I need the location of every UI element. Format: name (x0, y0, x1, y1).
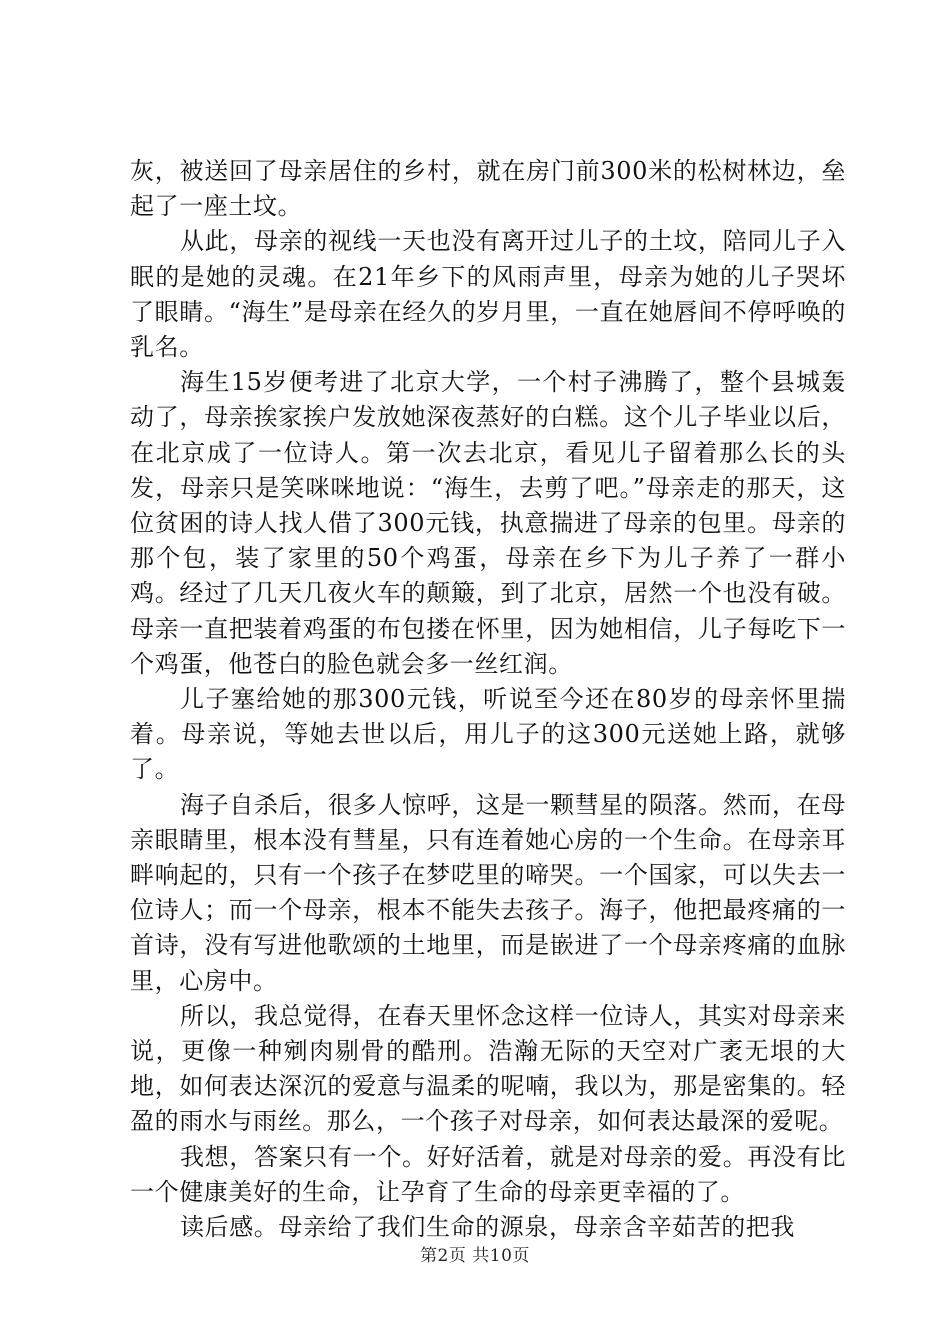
paragraph-6: 所以，我总觉得，在春天里怀念这样一位诗人，其实对母亲来说，更像一种剜肉剔骨的酷刑。浩瀚无际的天空对广袤无垠的大地，如何表达深沉的爱意与温柔的呢喃，我以为，那是密集的。轻盈的雨水与雨丝。那么，一个孩子对母亲，如何表达最深的爱呢。 (130, 1001, 846, 1136)
paragraph-7: 我想，答案只有一个。好好活着，就是对母亲的爱。再没有比一个健康美好的生命，让孕育了生命的母亲更幸福的了。 (130, 1142, 846, 1206)
paragraph-3: 海生15岁便考进了北京大学，一个村子沸腾了，整个县城轰动了，母亲挨家挨户发放她深夜蒸好的白糕。这个儿子毕业以后，在北京成了一位诗人。第一次去北京，看见儿子留着那么长的头发，母亲只是笑咪咪地说：“海生，去剪了吧。”母亲走的那天，这位贫困的诗人找人借了300元钱，执意揣进了母亲的包里。母亲的那个包，装了家里的50个鸡蛋，母亲在乡下为儿子养了一群小鸡。经过了几天几夜火车的颠簸，到了北京，居然一个也没有破。母亲一直把装着鸡蛋的布包搂在怀里，因为她相信，儿子每吃下一个鸡蛋，他苍白的脸色就会多一丝红润。 (130, 368, 846, 678)
page-number-footer: 第2页 共10页 (420, 1246, 530, 1266)
paragraph-8: 读后感。母亲给了我们生命的源泉，母亲含辛茹苦的把我 (180, 1213, 795, 1242)
paragraph-5: 海子自杀后，很多人惊呼，这是一颗彗星的陨落。然而，在母亲眼睛里，根本没有彗星，只有连着她心房的一个生命。在母亲耳畔响起的，只有一个孩子在梦呓里的啼哭。一个国家，可以失去一位诗人；而一个母亲，根本不能失去孩子。海子，他把最疼痛的一首诗，没有写进他歌颂的土地里，而是嵌进了一个母亲疼痛的血脉里，心房中。 (130, 790, 846, 995)
paragraph-2: 从此，母亲的视线一天也没有离开过儿子的土坟，陪同儿子入眠的是她的灵魂。在21年乡下的风雨声里，母亲为她的儿子哭坏了眼睛。“海生”是母亲在经久的岁月里，一直在她唇间不停呼唤的乳名。 (130, 227, 846, 362)
paragraph-1: 灰，被送回了母亲居住的乡村，就在房门前300米的松树林边，垒起了一座土坟。 (130, 157, 846, 221)
document-body (130, 154, 846, 1245)
paragraph-4: 儿子塞给她的那300元钱，听说至今还在80岁的母亲怀里揣着。母亲说，等她去世以后，用儿子的这300元送她上路，就够了。 (130, 685, 846, 784)
